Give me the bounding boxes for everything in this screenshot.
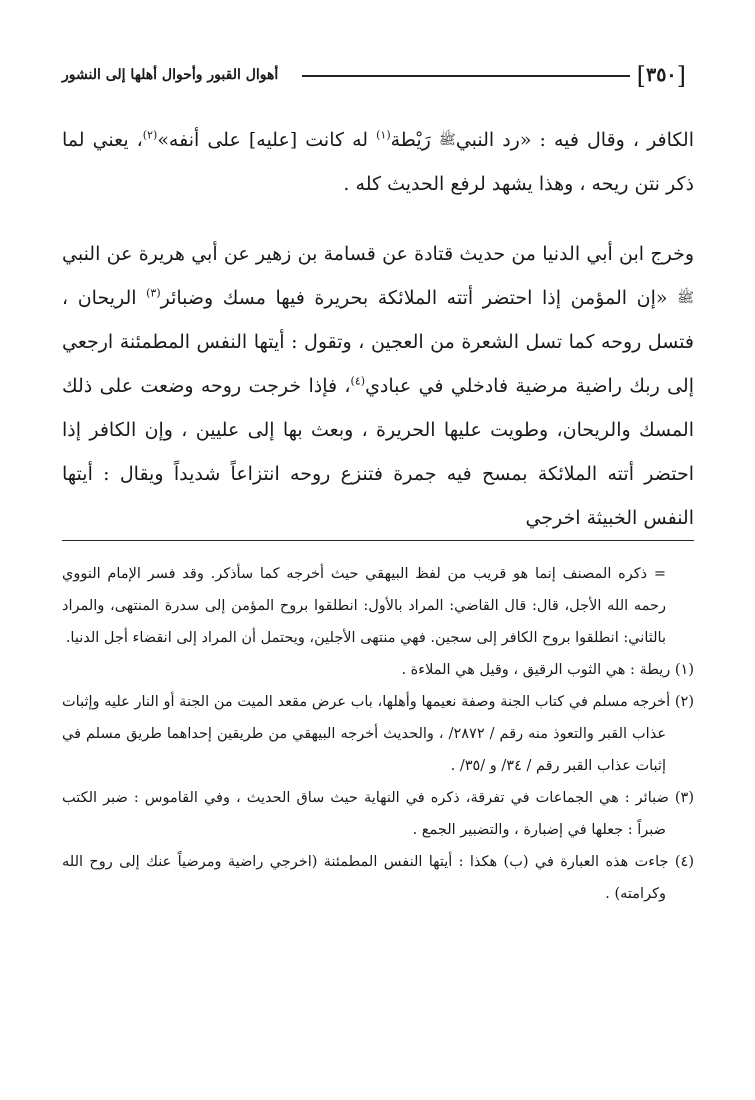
footnote-1: (١) ريطة : هي الثوب الرقيق ، وقيل هي الملاءة . (401, 662, 694, 678)
footnote-ref-3[interactable]: (٣) (146, 286, 161, 300)
footnote-ref-1[interactable]: (١) (376, 128, 391, 142)
bracket-right: ] (636, 62, 646, 90)
footnote-separator (62, 540, 694, 541)
footnote-ref-2[interactable]: (٢) (142, 128, 158, 142)
header-rule (302, 75, 630, 77)
main-text (62, 118, 694, 540)
paragraph-2 (62, 232, 694, 540)
footnote-3: (٣) ضبائر : هي الجماعات في تفرقة، ذكره في النهاية حيث ساق الحديث ، وفي القاموس : ضبر الكتب ضبراً : جعلها في إضبارة ، والتضبير الجمع . (62, 790, 694, 838)
footnotes (62, 558, 694, 910)
p1-text-a: الكافر ، وقال فيه : «رد النبي (455, 129, 694, 151)
footnote-ref-4[interactable]: (٤) (350, 374, 366, 388)
running-header (62, 58, 694, 92)
page-number-value: ٣٥٠ (646, 64, 677, 86)
honorific-glyph: ﷺ (677, 290, 694, 306)
p1-text-d: ، يعني لما ذكر نتن ريحه ، وهذا يشهد لرفع الحديث كله . (62, 129, 694, 195)
p1-text-c: له كانت [عليه] على أنفه» (157, 129, 377, 151)
page-number (629, 58, 694, 92)
footnote-4: (٤) جاءت هذه العبارة في (ب) هكذا : أيتها النفس المطمئنة (اخرجي راضية ومرضياً عنك إلى روح الله وكرامته) . (62, 854, 694, 902)
honorific-glyph: ﷺ (438, 132, 456, 148)
p2-text-d: ، فإذا خرجت روحه وضعت على ذلك المسك والريحان، وطويت عليها الحريرة ، وبعث بها إلى عليين ، وإن الكافر إذا احتضر أتته الملائكة بمسح فيه جمرة فتنزع روحه انتزاعاً شديداً ويقال : أيتها النفس الخبيثة اخرجي (62, 375, 694, 529)
footnote-continuation: = ذكره المصنف إنما هو قريب من لفظ البيهقي حيث أخرجه كما سأذكر. وقد فسر الإمام النووي رحمه الله الأجل، قال: قال القاضي: المراد بالأول: انطلقوا بروح المؤمن إلى سدرة المنتهى، والمراد بالثاني: انطلقوا بروح الكافر إلى سجين. فهي منتهى الأجلين، ويحتمل أن المراد إلى انقضاء أجل الدنيا. (62, 566, 666, 646)
p2-text-a: وخرج ابن أبي الدنيا من حديث قتادة عن قسامة بن زهير عن أبي هريرة عن النبي (62, 243, 694, 265)
p2-text-c: الريحان ، فتسل روحه كما تسل الشعرة من العجين ، وتقول : أيتها النفس المطمئنة ارجعي إلى ربك راضية مرضية فادخلي في عبادي (62, 287, 694, 397)
paragraph-1 (62, 118, 694, 206)
p1-text-b: رَيْطة (390, 129, 439, 151)
footnote-2: (٢) أخرجه مسلم في كتاب الجنة وصفة نعيمها وأهلها، باب عرض مقعد الميت من الجنة أو النار عليه وإثبات عذاب القبر والتعوذ منه رقم / ٢٨٧٢/ ، والحديث أخرجه البيهقي من طريقين إحداهما طريق مسلم في إثبات عذاب القبر رقم / ٣٤/ و /٣٥/ . (62, 694, 694, 774)
bracket-left: [ (676, 62, 686, 90)
running-title: أهوال القبور وأحوال أهلها إلى النشور (62, 67, 279, 83)
p2-text-b: «إن المؤمن إذا احتضر أتته الملائكة بحريرة فيها مسك وضبائر (160, 287, 678, 309)
